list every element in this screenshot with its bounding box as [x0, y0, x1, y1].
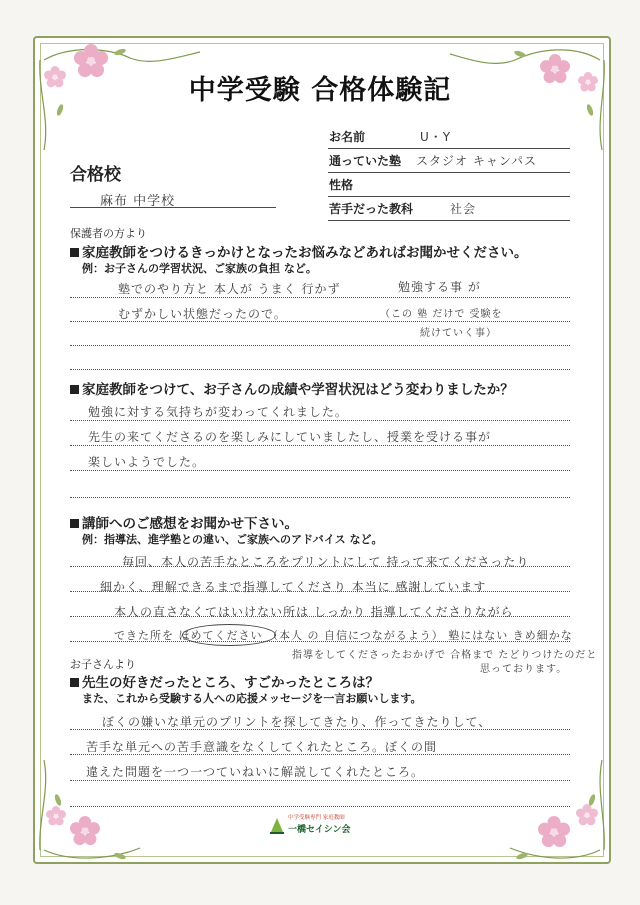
answer-1-text-2: むずかしい状態だったので。 [118, 307, 287, 321]
flower-bottom-right-small-icon [576, 804, 598, 826]
answer-2-text-1: 勉強に対する気持ちが変わってくれました。 [88, 405, 348, 419]
answer-1-line-4 [70, 369, 570, 370]
page-title: 中学受験 合格体験記 [188, 75, 452, 106]
answer-1-text-1: 塾でのやり方と 本人が うまく 行かず [118, 282, 341, 296]
answer-4-text-1: ぼくの嫌いな単元のプリントを探してきたり、作ってきたりして、 [102, 715, 492, 729]
answer-3-text-6: 思っております。 [480, 664, 568, 675]
name-field [328, 126, 570, 149]
logo-mark-icon [268, 814, 286, 836]
answer-4-line-3 [70, 780, 570, 781]
school-value: 麻布 中学校 [100, 194, 176, 209]
answer-2-text-2: 先生の来てくださるのを楽しみにしていましたし、授業を受ける事が [88, 430, 492, 444]
answer-4-text-3: 違えた問題を一つ一つていねいに解説してくれたところ。 [86, 765, 425, 779]
answer-3-text-3: 本人の直さなくてはいけない所は しっかり 指導してくださりながら [114, 605, 514, 619]
answer-2-line-2 [70, 445, 570, 446]
weak-subject-field [328, 198, 570, 221]
flower-bottom-right-icon [538, 816, 570, 848]
question-3-example: 例：指導法、進学塾との違い、ご家族へのアドバイス など。 [82, 533, 383, 546]
weak-subject-value: 社会 [450, 202, 477, 216]
answer-3-text-5: 指導をしてくださったおかげで 合格まで たどりつけたのだと [292, 650, 598, 661]
question-2-title: 家庭教師をつけて、お子さんの成績や学習状況はどう変わりましたか？ [70, 378, 514, 398]
answer-1-note-top: 勉強する事 が [398, 280, 481, 294]
juku-label: 通っていた塾 [329, 154, 402, 168]
name-label: お名前 [329, 130, 366, 144]
answer-3-text-4: できた所を ほめてください （本人 の 自信につながるよう） 塾にはない きめ細かな [114, 629, 573, 642]
school-underline [70, 207, 276, 208]
answer-1-note-bottom-1: （この 塾 だけで 受験を [380, 309, 503, 320]
answer-2-line-4 [70, 497, 570, 498]
answer-3-text-1: 毎回、本人の苦手なところをプリントにして 持って来てくださったり [122, 555, 530, 569]
question-4-subtitle: また、これから受験する人への応援メッセージを一言お願いします。 [82, 692, 422, 705]
question-1-example: 例：お子さんの学習状況、ご家族の負担 など。 [82, 262, 317, 275]
answer-1-note-bottom-2: 続けていく事） [420, 328, 497, 339]
answer-3-circled-phrase [182, 624, 276, 646]
question-4-title: 先生の好きだったところ、すごかったところは？ [70, 671, 379, 691]
question-1-title: 家庭教師をつけるきっかけとなったお悩みなどあればお聞かせください。 [70, 241, 528, 261]
juku-value: スタジオ キャンパス [416, 154, 537, 168]
flower-bottom-left-icon [70, 816, 100, 846]
flower-bottom-left-small-icon [46, 806, 66, 826]
answer-2-line-3 [70, 470, 570, 471]
answer-2-line-1 [70, 420, 570, 421]
answer-1-line-3 [70, 345, 570, 346]
question-3-title: 講師へのご感想をお聞かせ下さい。 [70, 512, 298, 532]
child-section-label: お子さんより [70, 658, 136, 671]
personality-field [328, 174, 570, 197]
answer-4-text-2: 苦手な単元への苦手意識をなくしてくれたところ。ぼくの間 [86, 740, 438, 754]
logo-name: 一橋セイシン会 [288, 825, 351, 835]
answer-2-text-3: 楽しいようでした。 [88, 455, 206, 469]
weak-subject-label: 苦手だった教科 [329, 202, 414, 216]
answer-4-line-4 [70, 806, 570, 807]
logo-subtitle: 中学受験専門 家庭教師 [288, 815, 345, 821]
answer-3-text-2: 細かく、理解できるまで指導してくださり 本当に 感謝しています [100, 580, 487, 594]
parent-section-label: 保護者の方より [70, 227, 147, 240]
company-logo [268, 812, 378, 838]
school-label: 合格校 [70, 165, 121, 185]
personality-label: 性格 [329, 178, 354, 192]
juku-field [328, 150, 570, 173]
answer-1-line-1 [70, 297, 570, 298]
name-value: U・Y [420, 130, 452, 144]
